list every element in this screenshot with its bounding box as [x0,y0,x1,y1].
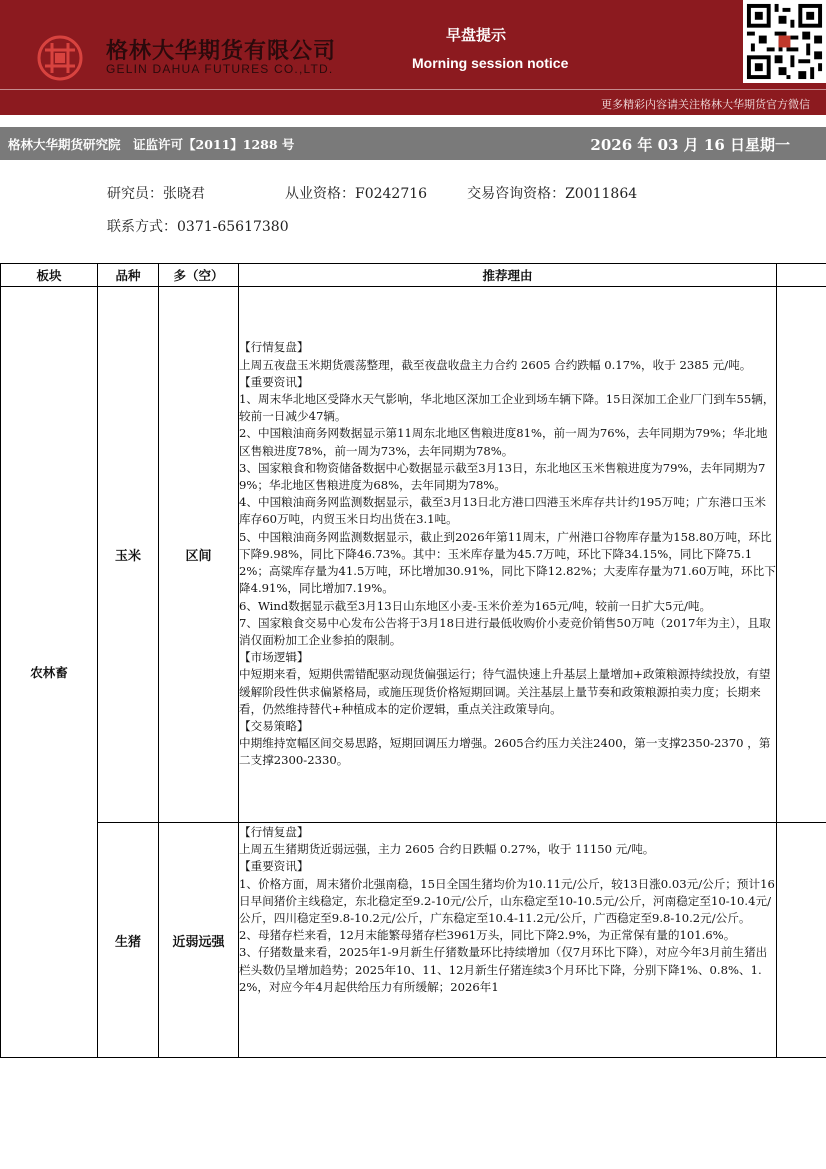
wechat-qr-code-icon [743,0,826,83]
reason-line: 5、中国粮油商务网监测数据显示，截止到2026年第11周末，广州港口谷物库存量为158.80万吨，环比下降9.98%，同比下降46.73%。其中：玉米库存量为45.7万吨，环比下降34.15%，同比下降75.12%；高粱库存量为41.5万吨，环比增加30.91%，同比下降12.82%；大麦库存量为71.60万吨，环比下降4.91%，同比增加7.19%。 [239,529,776,596]
header-blank [777,264,826,287]
reason-line: 6、Wind数据显示截至3月13日山东地区小麦-玉米价差为165元/吨，较前一日扩大5元/吨。 [239,598,712,613]
researcher-label: 研究员： [107,186,163,202]
report-title-en: Morning session notice [412,55,569,71]
contact-label: 联系方式： [107,219,177,235]
reason-line: 【行情复盘】 [239,825,309,839]
reason-line: 【行情复盘】 [239,340,309,355]
header-variety: 品种 [98,264,159,287]
direction-corn: 区间 [159,287,239,823]
header-direction: 多（空） [159,264,239,287]
reason-line: 【重要资讯】 [239,374,309,389]
blank-cell [777,287,826,823]
reason-line: 7、国家粮食交易中心发布公告将于3月18日进行最低收购价小麦竞价销售50万吨（2017年为主），且取消仅面粉加工企业参拍的限制。 [239,615,771,647]
reason-line: 【重要资讯】 [239,859,309,874]
reason-line: 【市场逻辑】 [239,650,309,665]
reason-hog [239,823,777,1058]
contact-line [107,216,289,236]
header-divider [0,89,826,90]
consult-label: 交易咨询资格： [467,186,566,202]
reason-corn [239,287,777,823]
reason-line: 1、价格方面，周末猪价北强南稳，15日全国生猪均价为10.11元/公斤，较13日涨0.03元/公斤；预计16日早间猪价主线稳定，东北稳定至9.2-10元/公斤，山东稳定至10-10.5元/公斤，河南稳定至10-10.4元/公斤，四川稳定至9.8-10.2元/公斤，广东稳定至10.4-11.2元/公斤，广西稳定至9.8-10.2元/公斤。 [239,876,775,926]
table-row-corn [1,287,826,823]
institute-license: 格林大华期货研究院 证监许可【2011】1288 号 [8,137,295,152]
reason-line: 中短期来看，短期供需错配驱动现货偏强运行；待气温快速上升基层上量增加+政策粮源持续投放，有望缓解阶段性供求偏紧格局，或施压现货价格短期回调。关注基层上量节奏和政策粮源拍卖力度；长期来看，仍然维持替代+种植成本的定价逻辑，重点关注政策导向。 [239,667,771,716]
table-row-hog [1,823,826,1058]
author-line [107,183,637,203]
follow-note: 更多精彩内容请关注格林大华期货官方微信 [601,98,810,111]
variety-corn: 玉米 [98,287,159,823]
reason-line: 1、周末华北地区受降水天气影响，华北地区深加工企业到场车辆下降。15日深加工企业厂门到车55辆，较前一日减少47辆。 [239,392,775,424]
recommendation-table [0,263,826,1058]
header-reason: 推荐理由 [239,264,777,287]
company-logo-icon [36,34,84,82]
reason-line: 3、仔猪数量来看，2025年1-9月新生仔猪数量环比持续增加（仅7月环比下降），对应今年3月前生猪出栏头数仍呈增加趋势；2025年10、11、12月新生仔猪连续3个月环比下降，分别下降1%、0.8%、1.2%，对应今年4月起供给压力有所缓解；2026年1 [239,945,768,994]
table-header-row [1,264,826,287]
reason-line: 3、国家粮食和物资储备数据中心数据显示截至3月13日，东北地区玉米售粮进度为79%，去年同期为79%；华北地区售粮进度为68%，去年同期为78%。 [239,460,766,493]
blank-cell [777,823,826,1058]
qualification-number: F0242716 [355,186,428,202]
reason-line: 2、中国粮油商务网数据显示第11周东北地区售粮进度81%，前一周为76%，去年同期为79%；华北地区售粮进度78%，前一周为73%，去年同期为78%。 [239,426,768,458]
report-date: 2026 年 03 月 16 日星期一 [590,136,790,154]
qualification-label: 从业资格： [285,186,355,202]
reason-line: 上周五夜盘玉米期货震荡整理，截至夜盘收盘主力合约 2605 合约跌幅 0.17%，收于 2385 元/吨。 [239,357,752,372]
reason-line: 中期维持宽幅区间交易思路，短期回调压力增强。2605合约压力关注2400，第一支撑2350-2370 ，第二支撑2300-2330。 [239,736,771,768]
institute-band [0,127,826,160]
sector-cell: 农林畜 [1,287,98,1058]
variety-hog: 生猪 [98,823,159,1058]
header-sector: 板块 [1,264,98,287]
contact-phone: 0371-65617380 [177,219,289,235]
reason-line: 4、中国粮油商务网监测数据显示，截至3月13日北方港口四港玉米库存共计约195万吨；广东港口玉米库存60万吨，内贸玉米日均出货在3.1吨。 [239,495,766,527]
report-title-cn: 早盘提示 [446,26,507,44]
reason-line: 2、母猪存栏来看，12月末能繁母猪存栏3961万头，同比下降2.9%，为正常保有量的101.6%。 [239,928,736,943]
researcher-name: 张晓君 [163,186,205,202]
direction-hog: 近弱远强 [159,823,239,1058]
report-header [0,0,826,115]
reason-line: 【交易策略】 [239,718,309,733]
reason-line: 上周五生猪期货近弱远强，主力 2605 合约日跌幅 0.27%，收于 11150 元/吨。 [239,842,655,857]
company-name-cn: 格林大华期货有限公司 [106,39,337,64]
company-name-en: GELIN DAHUA FUTURES CO.,LTD. [106,62,334,76]
consult-number: Z0011864 [565,186,638,202]
